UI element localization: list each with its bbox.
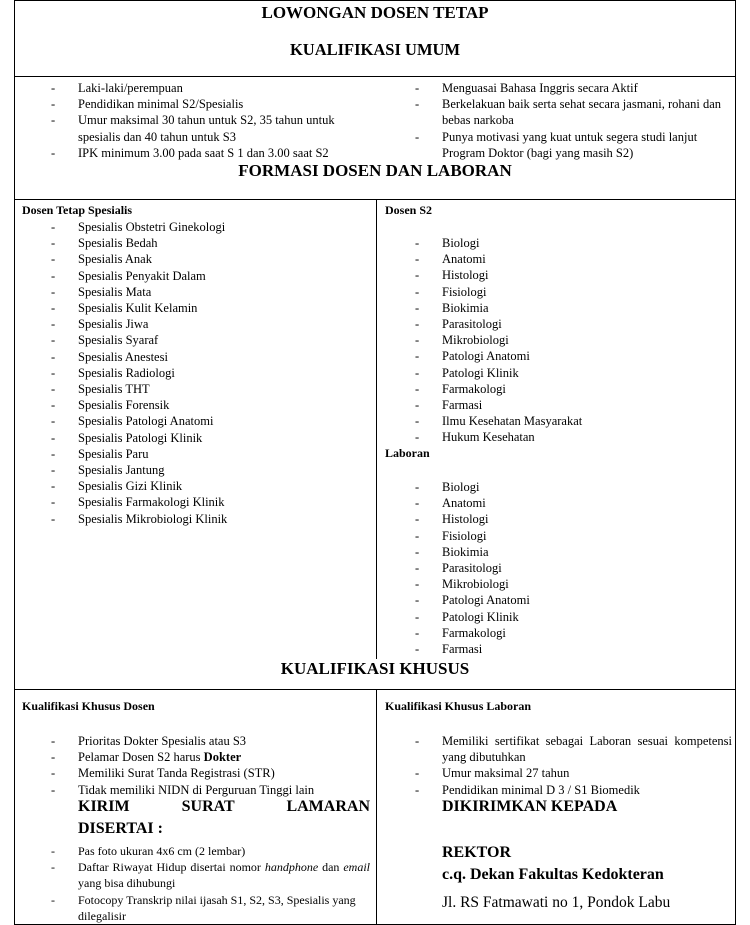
list-item: - Parasitologi (415, 317, 502, 332)
list-item: - Spesialis Mata (51, 284, 152, 299)
list-item: - Patologi Klinik (415, 609, 519, 624)
list-item: - Pas foto ukuran 4x6 cm (2 lembar) (51, 844, 246, 858)
list-item: - Prioritas Dokter Spesialis atau S3 (51, 734, 247, 748)
rule-special (14, 689, 736, 690)
list-item: - Histologi (415, 512, 489, 527)
send-application-line1: KIRIM SURAT LAMARAN (78, 798, 370, 815)
specialist-list (51, 219, 368, 527)
list-item: - Spesialis Radiologi (51, 365, 175, 380)
list-item: - Fisiologi (415, 528, 487, 543)
general-right-list (415, 80, 732, 161)
list-item: - Patologi Klinik (415, 365, 519, 380)
list-item: - Spesialis Anestesi (51, 349, 168, 364)
list-item: - Punya motivasi yang kuat untuk segera studi lanjut Program Doktor (bagi yang masih S2) (415, 129, 698, 160)
list-item: - Spesialis Mikrobiologi Klinik (51, 511, 228, 526)
list-item: - Anatomi (415, 252, 486, 267)
s2-header: Dosen S2 (385, 203, 433, 217)
list-item: - Spesialis Paru (51, 446, 149, 461)
list-item: - Menguasai Bahasa Inggris secara Aktif (415, 81, 638, 95)
rule-general (14, 76, 736, 77)
list-item: - Umur maksimal 27 tahun (415, 766, 570, 781)
list-item: - Farmakologi (415, 625, 506, 640)
dosen-special-list (51, 733, 370, 798)
divider-special (376, 689, 377, 924)
list-item: - Memiliki sertifikat sebagai Laboran sesuai kompetensi yang dibutuhkan (415, 734, 732, 765)
list-item: - Spesialis Forensik (51, 398, 170, 413)
laboran-header: Laboran (385, 446, 430, 460)
rektor-label: REKTOR (442, 844, 512, 861)
list-item: - Spesialis Patologi Anatomi (51, 414, 214, 429)
list-item: - Mikrobiologi (415, 333, 509, 348)
page-title: LOWONGAN DOSEN TETAP (261, 3, 489, 22)
list-item: - Spesialis Anak (51, 252, 152, 267)
list-item: - Farmasi (415, 398, 483, 413)
general-left-list (51, 80, 370, 161)
list-item: - Biokimia (415, 300, 489, 315)
list-item: - Farmakologi (415, 381, 506, 396)
list-item: - Ilmu Kesehatan Masyarakat (415, 414, 583, 429)
list-item: - Patologi Anatomi (415, 593, 530, 608)
list-item: - IPK minimum 3.00 pada saat S 1 dan 3.00 saat S2 (51, 145, 329, 160)
list-item: - Biokimia (415, 544, 489, 559)
list-item: - Biologi (415, 236, 480, 250)
rule-formation (14, 199, 736, 200)
list-item: - Hukum Kesehatan (415, 430, 535, 445)
special-qualification-title: KUALIFIKASI KHUSUS (280, 659, 470, 678)
dean-label: c.q. Dekan Fakultas Kedokteran (442, 866, 664, 883)
list-item: - Spesialis Gizi Klinik (51, 479, 183, 494)
dosen-special-header: Kualifikasi Khusus Dosen (22, 699, 155, 713)
laboran-special-header: Kualifikasi Khusus Laboran (385, 699, 532, 713)
list-item: - Spesialis Obstetri Ginekologi (51, 220, 226, 234)
list-item: - Fotocopy Transkrip nilai ijasah S1, S2, S3, Spesialis yang dilegalisir (51, 892, 356, 923)
address-text: Jl. RS Fatmawati no 1, Pondok Labu (442, 894, 671, 911)
list-item: - Patologi Anatomi (415, 349, 530, 364)
list-item: - Umur maksimal 30 tahun untuk S2, 35 tahun untuk spesialis dan 40 tahun untuk S3 (51, 113, 335, 144)
list-item: - Spesialis Penyakit Dalam (51, 268, 206, 283)
rule-top (14, 0, 736, 1)
specialist-header: Dosen Tetap Spesialis (22, 203, 133, 217)
laboran-special-list (415, 733, 732, 798)
list-item: - Biologi (415, 480, 480, 494)
list-item: - Daftar Riwayat Hidup disertai nomor handphone dan email yang bisa dihubungi (51, 860, 371, 891)
list-item: - Anatomi (415, 496, 486, 511)
general-qualification-title: KUALIFIKASI UMUM (289, 40, 461, 59)
list-item: - Spesialis Syaraf (51, 333, 159, 348)
list-item: - Spesialis Farmakologi Klinik (51, 495, 225, 510)
list-item: - Laki-laki/perempuan (51, 81, 183, 95)
laboran-list (415, 479, 732, 657)
list-item: - Pendidikan minimal S2/Spesialis (51, 97, 244, 112)
list-item: - Pendidikan minimal D 3 / S1 Biomedik (415, 782, 640, 797)
divider-formation (376, 199, 377, 659)
formation-title: FORMASI DOSEN DAN LABORAN (238, 161, 512, 180)
list-item: - Mikrobiologi (415, 577, 509, 592)
list-item: - Spesialis THT (51, 382, 150, 397)
list-item: - Memiliki Surat Tanda Registrasi (STR) (51, 766, 275, 781)
list-item: - Berkelakuan baik serta sehat secara jasmani, rohani dan bebas narkoba (415, 97, 722, 128)
list-item: - Tidak memiliki NIDN di Perguruan Tinggi lain (51, 782, 315, 797)
attachment-list (51, 843, 371, 924)
list-item: - Farmasi (415, 642, 483, 657)
list-item: - Parasitologi (415, 561, 502, 576)
sent-to-heading: DIKIRIMKAN KEPADA (442, 798, 618, 815)
list-item: - Fisiologi (415, 284, 487, 299)
list-item: - Histologi (415, 268, 489, 283)
list-item: - Spesialis Jiwa (51, 317, 149, 332)
list-item: - Spesialis Patologi Klinik (51, 430, 203, 445)
s2-list (415, 235, 732, 446)
send-application-line2: DISERTAI : (78, 820, 163, 837)
list-item: - Spesialis Kulit Kelamin (51, 301, 198, 316)
list-item: - Pelamar Dosen S2 harus Dokter (51, 750, 242, 765)
list-item: - Spesialis Jantung (51, 463, 165, 478)
list-item: - Spesialis Bedah (51, 236, 158, 251)
